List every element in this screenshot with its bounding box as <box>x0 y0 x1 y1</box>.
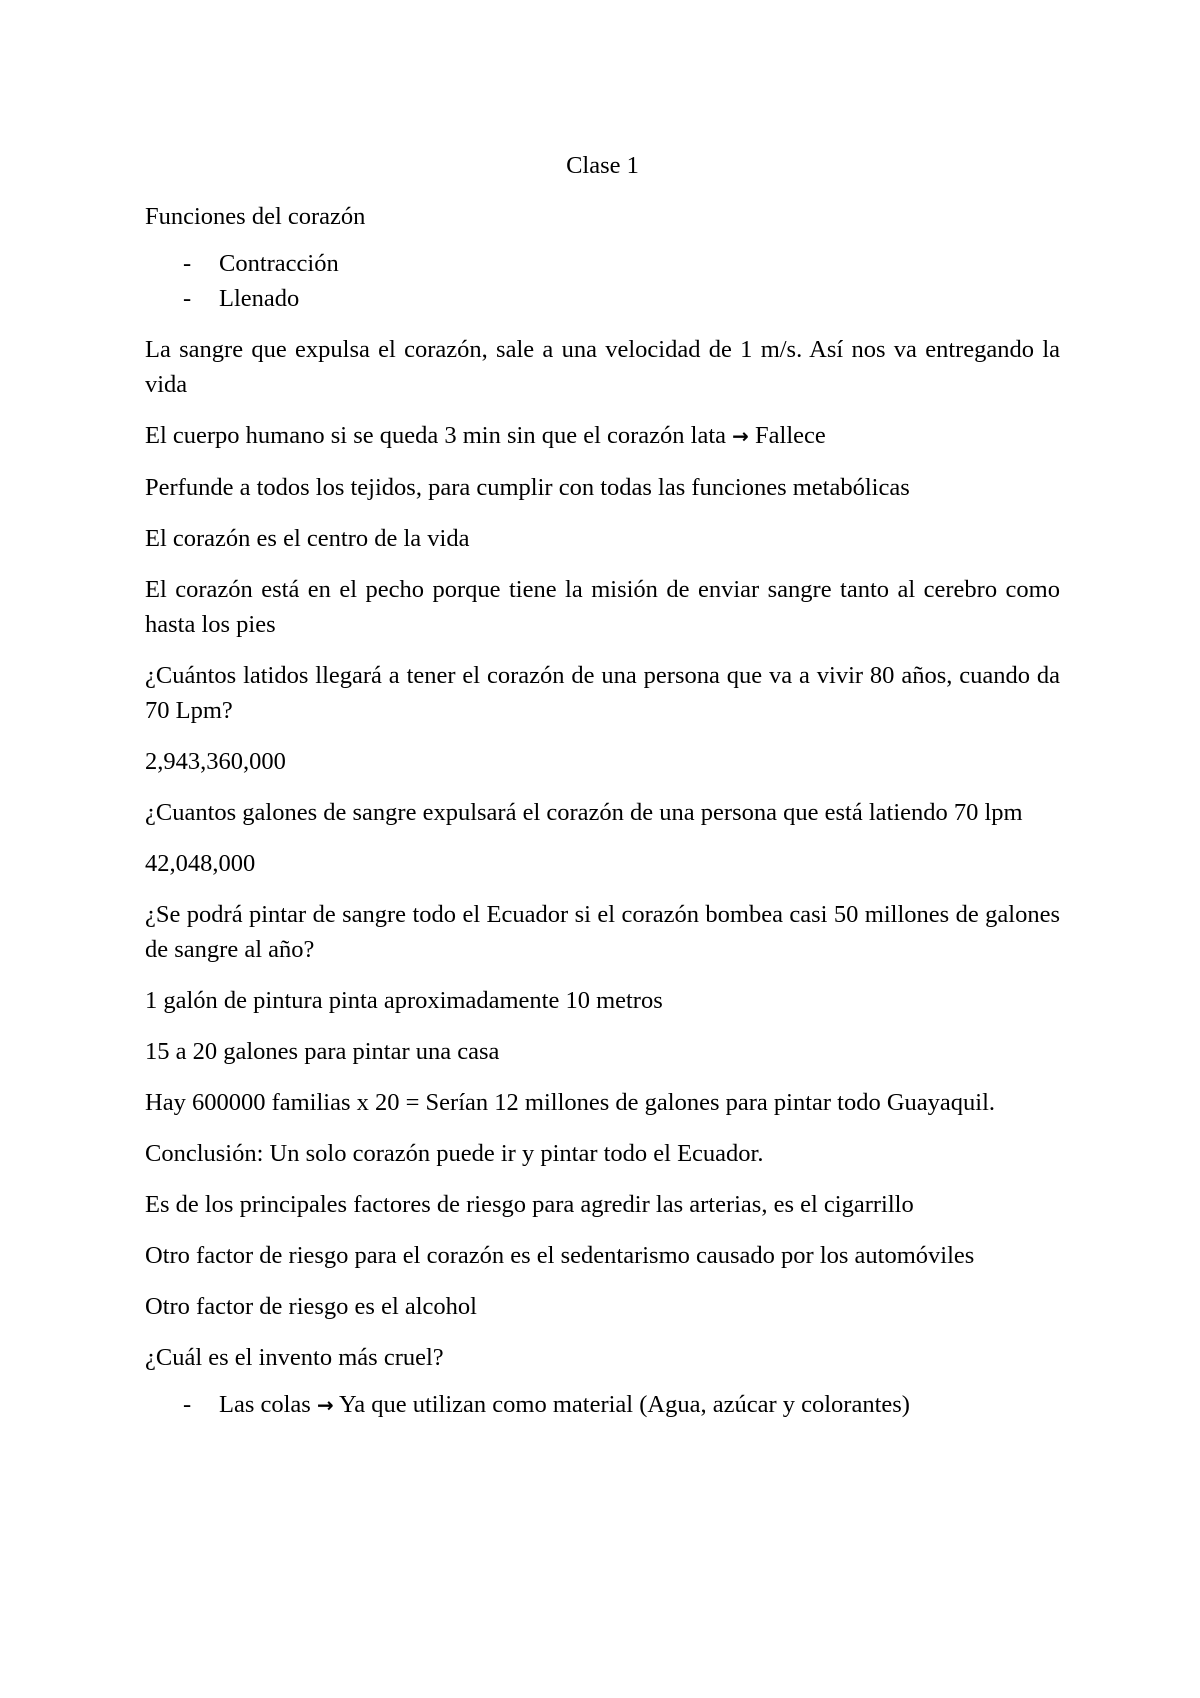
question: ¿Se podrá pintar de sangre todo el Ecuador si el corazón bombea casi 50 millones de galones de sangre al año? <box>145 901 1060 963</box>
paragraph: 1 galón de pintura pinta aproximadamente 10 metros <box>145 987 663 1014</box>
paragraph-text: El cuerpo humano si se queda 3 min sin que el corazón lata <box>145 422 727 449</box>
paragraph: Es de los principales factores de riesgo para agredir las arterias, es el cigarrillo <box>145 1191 914 1218</box>
document-body <box>145 148 1060 1439</box>
list-item-text: Ya que utilizan como material (Agua, azúcar y colorantes) <box>338 1391 910 1418</box>
list-item-text: Las colas <box>219 1391 311 1418</box>
question: ¿Cuál es el invento más cruel? <box>145 1344 444 1371</box>
paragraph-text: Fallece <box>755 422 826 449</box>
section-heading: Funciones del corazón <box>145 203 366 230</box>
list-item <box>145 1387 1060 1423</box>
question: ¿Cuántos latidos llegará a tener el corazón de una persona que va a vivir 80 años, cuando da 70 Lpm? <box>145 662 1060 724</box>
paragraph: El corazón es el centro de la vida <box>145 525 470 552</box>
paragraph <box>145 418 1060 454</box>
paragraph: Perfunde a todos los tejidos, para cumplir con todas las funciones metabólicas <box>145 474 910 501</box>
paragraph: Otro factor de riesgo para el corazón es el sedentarismo causado por los automóviles <box>145 1242 975 1269</box>
paragraph: Otro factor de riesgo es el alcohol <box>145 1293 477 1320</box>
functions-list <box>145 246 1060 316</box>
arrow-icon: → <box>732 424 749 448</box>
paragraph: 15 a 20 galones para pintar una casa <box>145 1038 500 1065</box>
paragraph: Hay 600000 familias x 20 = Serían 12 millones de galones para pintar todo Guayaquil. <box>145 1089 996 1116</box>
question: ¿Cuantos galones de sangre expulsará el corazón de una persona que está latiendo 70 lpm <box>145 799 1023 826</box>
list-item: - Llenado <box>145 281 1060 316</box>
answer: 42,048,000 <box>145 850 256 877</box>
list-item: - Contracción <box>145 246 1060 281</box>
page-title: Clase 1 <box>566 152 639 179</box>
conclusion: Conclusión: Un solo corazón puede ir y pintar todo el Ecuador. <box>145 1140 764 1167</box>
arrow-icon: → <box>316 1393 334 1417</box>
answer: 2,943,360,000 <box>145 748 286 775</box>
answer-list <box>145 1387 1060 1423</box>
paragraph: El corazón está en el pecho porque tiene la misión de enviar sangre tanto al cerebro como hasta los pies <box>145 576 1060 638</box>
paragraph: La sangre que expulsa el corazón, sale a una velocidad de 1 m/s. Así nos va entregando la vida <box>145 336 1060 398</box>
